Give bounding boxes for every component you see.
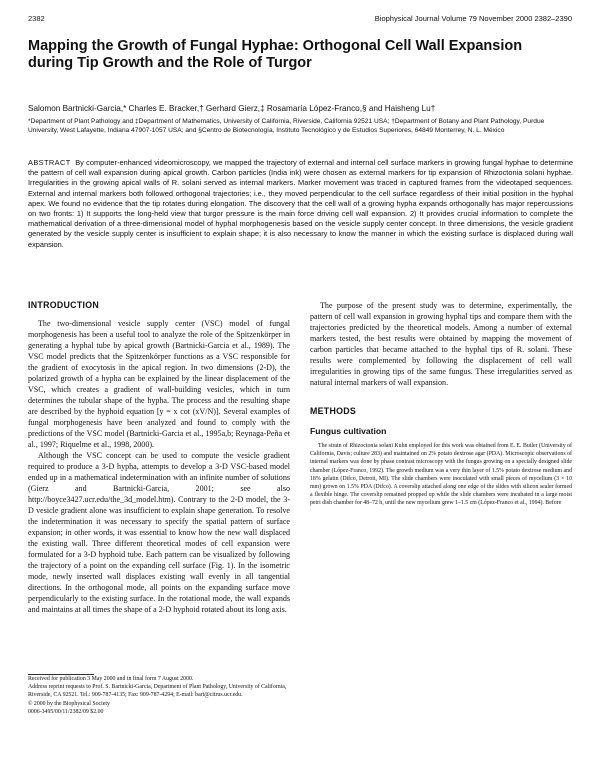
abstract-label: ABSTRACT <box>28 158 71 167</box>
running-header <box>28 14 572 26</box>
intro-paragraph-2: Although the VSC concept can be used to compute the vesicle gradient required to produce a 3-D hypha, attempts to develop a 3-D VSC-based model ended up in a mathematical indetermination with an infinite number of solutions (Gierz and Bartnicki-Garcia, 2001; see also http://boyce3427.ucr.edu/the_3d_model.htm). Contrary to the 2-D model, the 3-D vesicle gradient alone was insufficient to explain shape generation. To resolve the indetermination it was necessary to specify the spatial pattern of surface expansion; in other words, it was essential to know how the new wall displaced the existing wall. Three different theoretical modes of cell expansion were formulated for a 3-D hyphoid tube. Each pattern can be visualized by following the trajectory of a point on the expanding cell surface (Fig. 1). In the isometric mode, newly inserted wall displaces existing wall evenly in all tangential directions. In the orthogonal mode, all points on the expanding surface move perpendicularly to the existing surface. In the rotational mode, the wall expands and maintains at all times the shape of a 2-D hyphoid rotated about its long axis. <box>28 451 290 614</box>
article-title: Mapping the Growth of Fungal Hyphae: Orthogonal Cell Wall Expansion during Tip Growth and the Role of Turgor <box>28 38 523 71</box>
introduction-heading: INTRODUCTION <box>28 300 100 310</box>
footnotes <box>28 674 290 716</box>
right-column <box>310 300 572 508</box>
intro-paragraph-3: The purpose of the present study was to determine, experimentally, the pattern of cell wall expansion in growing hyphal tips and compare them with the trajectories predicted by the theoretical models. Among a number of external markers tested, the best results were obtained by mapping the movement of carbon particles that became attached to the hyphal tips of R. solani. These results were complemented by following the displacement of cell wall irregularities in growing tips of the same fungus. These irregularities served as natural internal markers of wall expansion. <box>310 301 572 387</box>
intro-paragraph-1: The two-dimensional vesicle supply center (VSC) model of fungal morphogenesis has been a useful tool to analyze the role of the Spitzenkörper in generating a hyphal tube by apical growth (Bartnicki-Garcia et al., 1989). The VSC model predicts that the Spitzenkörper functions as a VSC responsible for the gradient of exocytosis in the apical region. In two dimensions (2-D), the polarized growth of a hypha can be explained by the linear displacement of the VSC, which creates a gradient of wall-building vesicles, which in turn determines the tubular shape of the hypha. The process and the resulting shape are described by the hyphoid equation [y = x cot (xV/N)]. Several examples of fungal morphogenesis have been analyzed and found to comply with the predictions of the VSC model (Bartnicki-Garcia et al., 1995a,b; Reynaga-Peña et al., 1997; Riquelme et al., 1998, 2000). <box>28 319 290 449</box>
left-column <box>28 300 290 615</box>
abstract <box>28 158 573 250</box>
page-number: 2382 <box>28 14 45 23</box>
abstract-text: By computer-enhanced videomicroscopy, we mapped the trajectory of external and internal cell surface markers in growing fungal hyphae to determine the pattern of cell wall expansion during apical growth. Carbon particles (India ink) were chosen as external markers for tip expansion of Rhizoctonia solani hyphae. Irregularities in the growing apical walls of R. solani served as internal markers. Marker movement was traced in captured frames from the videotaped sequences. External and internal markers both followed orthogonal trajectories; i.e., they moved perpendicular to the cell surface regardless of their initial position in the hyphal apex. We found no evidence that the tip rotates during elongation. The discovery that the cell wall of a growing hypha expands orthogonally has major repercussions on two fronts: 1) It supports the long-held view that turgor pressure is the main force driving cell wall expansion. 2) It provides crucial information to complete the mathematical derivation of a three-dimensional model of hyphal morphogenesis based on the vesicle supply center concept. In three dimensions, the vesicle gradient generated by the vesicle supply center is insufficient to explain shape; it is also necessary to know the manner in which the existing surface is displaced during wall expansion. <box>28 158 573 249</box>
affiliations: *Department of Plant Pathology and ‡Department of Mathematics, University of California, Riverside, California 92521 USA; †Department of Botany and Plant Pathology, Purdue University, West Lafayette, Indiana 47907-1057 USA; and §Centro de Biotecnología, Instituto Tecnológico y de Estudios Superiores, 64849 Monterrey, N. L. México <box>28 118 545 134</box>
issn-line: 0006-3495/00/11/2382/09 $2.00 <box>28 708 104 715</box>
journal-reference: Biophysical Journal Volume 79 November 2000 2382–2390 <box>374 14 572 23</box>
methods-heading: METHODS <box>310 406 357 416</box>
reprint-address: Address reprint requests to Prof. S. Bartnicki-Garcia, Department of Plant Pathology, University of California, Riverside, CA 92521. Tel.: 909-787-4135; Fax: 909-787-4294; E-mail: bart@citrus.ucr.edu. <box>28 684 287 699</box>
fungus-cultivation-heading: Fungus cultivation <box>310 426 387 436</box>
author-list: Salomon Bartnicki-Garcia,* Charles E. Bracker,† Gerhard Gierz,‡ Rosamaría López-Franco,§ and Haisheng Lu† <box>28 104 436 113</box>
received-date: Received for publication 3 May 2000 and in final form 7 August 2000. <box>28 676 194 682</box>
copyright: © 2000 by the Biophysical Society <box>28 700 110 707</box>
methods-paragraph: The strain of Rhizoctonia solani Kuhn employed for this work was obtained from E. E. Butler (University of California, Davis; culture 283) and maintained on 2% potato dextrose agar (PDA). Microscopic observations of internal markers was done by phase contrast microscopy with the fungus growing on a specially designed slide chamber (López-Franco, 1992). The growth medium was a very thin layer of 1.5% potato dextrose medium and 18% gelatin (Difco, Detroit, MI). The slide chambers were inoculated with small pieces of mycelium (3 × 10 mm) grown on 1.5% PDA (Difco). A coverslip attached along one edge of the slides with silicon sealer formed a flexible hinge. The coverslip remained propped up while the slide chambers were incubated in a large moist petri dish chamber for 48–72 h, until the new mycelium grew 1–1.5 cm (López-Franco et al., 1994). Before <box>310 443 572 507</box>
